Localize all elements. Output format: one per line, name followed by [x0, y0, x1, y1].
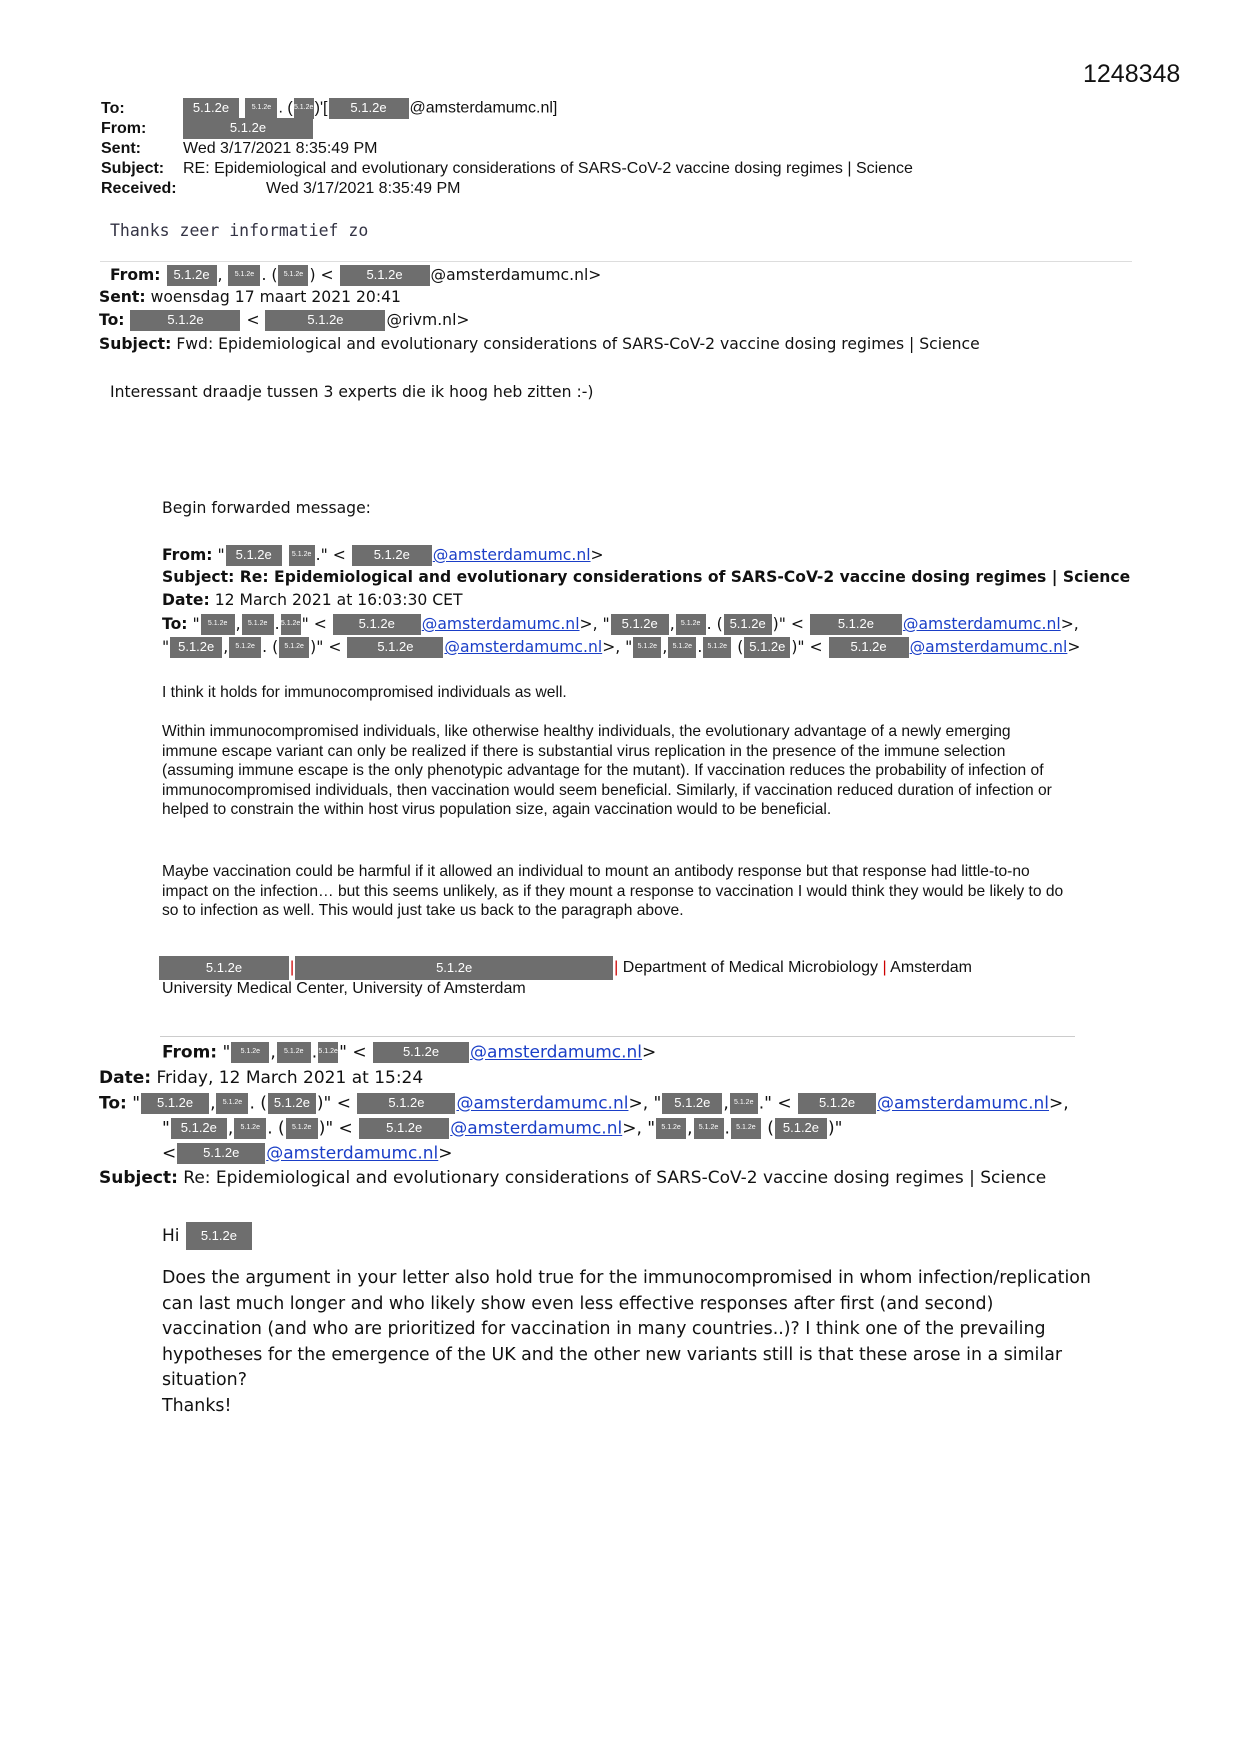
to-email-suffix: @amsterdamumc.nl] — [409, 99, 558, 117]
redaction-box: 5.1.2e — [694, 1118, 724, 1139]
divider — [100, 261, 1132, 262]
date-label: Date: — [99, 1068, 152, 1088]
earlier-to-line-1: To: " 5.1.2e , 5.1.2e . ( 5.1.2e )" < 5.1.2e @amsterdamumc.nl>, " 5.1.2e , 5.1.2e ." < 5.1.2e @amsterdamumc.nl>, — [99, 1093, 1069, 1114]
redaction-box: 5.1.2e — [318, 1042, 338, 1063]
redaction-box: 5.1.2e — [278, 265, 308, 286]
sent-label: Sent: — [101, 140, 141, 157]
redaction-box: 5.1.2e — [183, 118, 313, 139]
sig-department: Department of Medical Microbiology — [622, 959, 878, 977]
redaction-box: 5.1.2e — [171, 1118, 227, 1139]
redaction-box: 5.1.2e — [294, 98, 314, 119]
redaction-box: 5.1.2e — [231, 1042, 269, 1063]
reply-body: Thanks zeer informatief zo — [110, 221, 369, 240]
redaction-box: 5.1.2e — [130, 310, 240, 331]
redaction-box: 5.1.2e — [141, 1093, 209, 1114]
sent-value: woensdag 17 maart 2021 20:41 — [150, 288, 401, 306]
from-label: From: — [162, 546, 213, 564]
subject-value: RE: Epidemiological and evolutionary considerations of SARS-CoV-2 vaccine dosing regimes | Science — [183, 160, 913, 177]
redaction-box: 5.1.2e — [183, 98, 239, 119]
earlier-from-line: From: " 5.1.2e , 5.1.2e .5.1.2e" < 5.1.2e @amsterdamumc.nl> — [162, 1042, 657, 1063]
redaction-box: 5.1.2e — [611, 614, 669, 635]
signature: 5.1.2e | 5.1.2e | Department of Medical Microbiology | Amsterdam — [158, 956, 972, 980]
subject-value: Fwd: Epidemiological and evolutionary considerations of SARS-CoV-2 vaccine dosing regimes | Science — [176, 335, 980, 353]
redaction-box: 5.1.2e — [186, 1222, 252, 1250]
redaction-box: 5.1.2e — [829, 637, 909, 658]
redaction-box: 5.1.2e — [289, 545, 315, 566]
redaction-box: 5.1.2e — [228, 265, 260, 286]
redaction-box: 5.1.2e — [347, 637, 443, 658]
received-value: Wed 3/17/2021 8:35:49 PM — [266, 180, 461, 197]
fwd-paragraph-3: Maybe vaccination could be harmful if it allowed an individual to mount an antibody response but that response had little-to-no impact on the infection… but this seems unlikely, as if they mount a response to vaccination I would think they would be likely to do so to infection as well. This would just take us back to the paragraph above. — [162, 863, 1064, 920]
redaction-box: 5.1.2e — [279, 637, 309, 658]
fwd-subject-line — [162, 568, 1130, 586]
to-label: To: — [99, 311, 125, 329]
redaction-box: 5.1.2e — [226, 545, 282, 566]
fwd-to-line-1: To: " 5.1.2e , 5.1.2e .5.1.2e" < 5.1.2e @amsterdamumc.nl>, " 5.1.2e , 5.1.2e . ( 5.1.2e )" < 5.1.2e @amsterdamumc.nl>, — [162, 615, 1079, 633]
subject-label: Subject: — [162, 568, 235, 586]
msg2-to-line: To: 5.1.2e < 5.1.2e @rivm.nl> — [99, 311, 470, 329]
from-label: From: — [110, 266, 161, 284]
subject-label: Subject: — [99, 1168, 178, 1188]
fwd-from-line: From: " 5.1.2e 5.1.2e ." < 5.1.2e @amsterdamumc.nl> — [162, 546, 604, 564]
email-link[interactable]: @amsterdamumc.nl — [421, 615, 580, 633]
forward-intro: Begin forwarded message: — [162, 499, 371, 517]
earlier-to-line-2: " 5.1.2e , 5.1.2e . ( 5.1.2e )" < 5.1.2e @amsterdamumc.nl>, " 5.1.2e , 5.1.2e . 5.1.2e ( 5.1.2e )" — [162, 1118, 843, 1139]
redaction-box: 5.1.2e — [662, 1093, 722, 1114]
thanks: Thanks! — [162, 1396, 232, 1416]
to-value: 5.1.2e 5.1.2e . (5.1.2e)'[ 5.1.2e @amsterdamumc.nl] — [182, 98, 557, 119]
redaction-box: 5.1.2e — [216, 1093, 248, 1114]
email-link[interactable]: @amsterdamumc.nl — [432, 546, 591, 564]
redaction-box: 5.1.2e — [281, 614, 301, 635]
email-link[interactable]: @amsterdamumc.nl — [470, 1042, 643, 1063]
earlier-to-line-3: < 5.1.2e @amsterdamumc.nl> — [162, 1143, 453, 1164]
greeting: Hi — [162, 1226, 180, 1246]
redaction-box: 5.1.2e — [201, 614, 235, 635]
redaction-box: 5.1.2e — [703, 637, 731, 658]
sent-value: Wed 3/17/2021 8:35:49 PM — [183, 140, 378, 157]
to-label: To: — [101, 100, 125, 117]
redaction-box: 5.1.2e — [633, 637, 661, 658]
redaction-box: 5.1.2e — [265, 310, 385, 331]
date-value: 12 March 2021 at 16:03:30 CET — [214, 591, 463, 609]
redaction-box: 5.1.2e — [229, 637, 261, 658]
from-email-suffix: @amsterdamumc.nl> — [430, 266, 602, 284]
email-link[interactable]: @amsterdamumc.nl — [909, 638, 1068, 656]
subject-value: Re: Epidemiological and evolutionary considerations of SARS-CoV-2 vaccine dosing regimes | Science — [239, 568, 1131, 586]
email-link[interactable]: @amsterdamumc.nl — [456, 1093, 629, 1114]
sent-label: Sent: — [99, 288, 146, 306]
redaction-box: 5.1.2e — [359, 1118, 449, 1139]
redaction-box: 5.1.2e — [668, 637, 696, 658]
email-link[interactable]: @amsterdamumc.nl — [902, 615, 1061, 633]
msg2-sent-line — [99, 288, 401, 306]
redaction-box: 5.1.2e — [724, 614, 772, 635]
subject-label: Subject: — [101, 160, 165, 177]
earlier-subject-line — [99, 1168, 1046, 1188]
redaction-box: 5.1.2e — [798, 1093, 876, 1114]
from-label: From: — [162, 1042, 218, 1063]
redaction-box: 5.1.2e — [286, 1118, 318, 1139]
to-label: To: — [99, 1093, 127, 1114]
subject-label: Subject: — [99, 335, 172, 353]
msg2-body: Interessant draadje tussen 3 experts die ik hoog heb zitten :-) — [110, 383, 594, 401]
email-link[interactable]: @amsterdamumc.nl — [877, 1093, 1050, 1114]
from-label: From: — [101, 120, 147, 137]
redaction-box: 5.1.2e — [167, 265, 217, 286]
fwd-to-line-2: " 5.1.2e , 5.1.2e . ( 5.1.2e )" < 5.1.2e @amsterdamumc.nl>, " 5.1.2e , 5.1.2e . 5.1.2e ( 5.1.2e )" < 5.1.2e @amsterdamumc.nl> — [162, 638, 1081, 656]
msg2-from-line: From: 5.1.2e , 5.1.2e . ( 5.1.2e ) < 5.1.2e @amsterdamumc.nl> — [110, 266, 602, 284]
redaction-box: 5.1.2e — [268, 1093, 316, 1114]
redaction-box: 5.1.2e — [676, 614, 706, 635]
document-id: 1248348 — [1083, 60, 1181, 88]
earlier-body: Does the argument in your letter also hold true for the immunocompromised in whom infection/replication can last much longer and who likely show even less effective responses after first (and second) vaccination (and who are prioritized for vaccination in many countries..)? I think one of the prevailing hypotheses for the emergence of the UK and the other new variants still is that these arose in a similar situation? — [162, 1268, 1091, 1390]
redaction-box: 5.1.2e — [159, 956, 289, 980]
redaction-box: 5.1.2e — [177, 1143, 265, 1164]
redaction-box: 5.1.2e — [234, 1118, 266, 1139]
email-link[interactable]: @amsterdamumc.nl — [444, 638, 603, 656]
redaction-box: 5.1.2e — [295, 956, 613, 980]
redaction-box: 5.1.2e — [352, 545, 432, 566]
redaction-box: 5.1.2e — [245, 98, 277, 119]
sig-line-2: University Medical Center, University of Amsterdam — [162, 980, 526, 997]
divider — [160, 1036, 1075, 1037]
from-value — [182, 118, 314, 139]
date-label: Date: — [162, 591, 210, 609]
redaction-box: 5.1.2e — [333, 614, 421, 635]
email-link[interactable]: @amsterdamumc.nl — [450, 1118, 623, 1139]
fwd-date-line — [162, 591, 463, 609]
redaction-box: 5.1.2e — [357, 1093, 455, 1114]
sig-amsterdam: Amsterdam — [890, 959, 972, 977]
redaction-box: 5.1.2e — [277, 1042, 311, 1063]
greeting-line — [162, 1222, 253, 1250]
msg2-subject-line — [99, 335, 980, 353]
redaction-box: 5.1.2e — [810, 614, 902, 635]
redaction-box: 5.1.2e — [170, 637, 222, 658]
received-label: Received: — [101, 180, 177, 197]
redaction-box: 5.1.2e — [744, 637, 790, 658]
to-email-suffix: @rivm.nl> — [386, 311, 470, 329]
redaction-box: 5.1.2e — [373, 1042, 469, 1063]
to-label: To: — [162, 615, 188, 633]
fwd-paragraph-2: Within immunocompromised individuals, like otherwise healthy individuals, the evolutionary advantage of a newly emerging immune escape variant can only be realized if there is substantial virus replication in the presence of the immune selection (assuming immune escape is the only phenotypic advantage for the mutant). If vaccination reduces the probability of infection of immunocompromised individuals, then vaccination would seem beneficial. Similarly, if vaccination reduced duration of infection or helped to constrain the within host virus population size, again vaccination would to be beneficial. — [162, 723, 1052, 819]
subject-value: Re: Epidemiological and evolutionary considerations of SARS-CoV-2 vaccine dosing regimes | Science — [183, 1168, 1047, 1188]
redaction-box: 5.1.2e — [775, 1118, 827, 1139]
fwd-paragraph-1: I think it holds for immunocompromised individuals as well. — [162, 684, 567, 701]
date-value: Friday, 12 March 2021 at 15:24 — [156, 1068, 424, 1088]
redaction-box: 5.1.2e — [730, 1093, 758, 1114]
redaction-box: 5.1.2e — [731, 1118, 761, 1139]
redaction-box: 5.1.2e — [329, 98, 409, 119]
redaction-box: 5.1.2e — [242, 614, 274, 635]
earlier-date-line — [99, 1068, 423, 1088]
email-link[interactable]: @amsterdamumc.nl — [266, 1143, 439, 1164]
redaction-box: 5.1.2e — [656, 1118, 686, 1139]
redaction-box: 5.1.2e — [340, 265, 430, 286]
